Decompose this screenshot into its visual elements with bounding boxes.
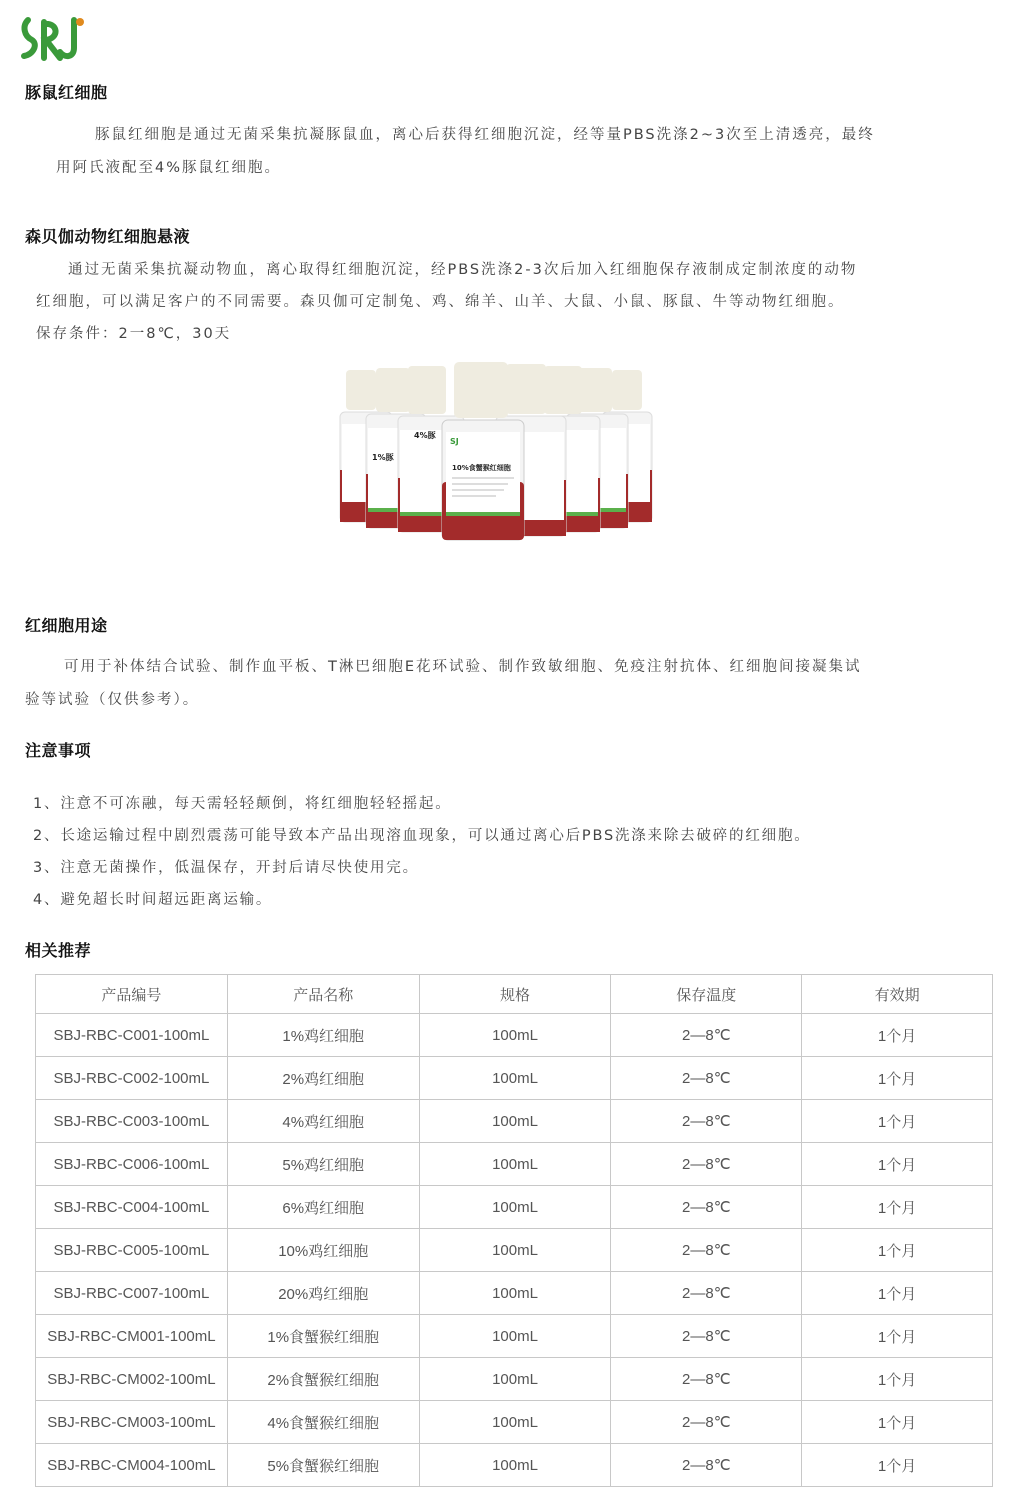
cell-product-name: 5%鸡红细胞 (227, 1143, 419, 1186)
column-header-validity: 有效期 (802, 975, 993, 1014)
cell-product-name: 1%食蟹猴红细胞 (227, 1315, 419, 1358)
table-row (36, 1186, 993, 1229)
cell-product-code: SBJ-RBC-C002-100mL (36, 1057, 228, 1100)
cell-spec: 100mL (419, 1186, 611, 1229)
cell-spec: 100mL (419, 1444, 611, 1487)
cell-storage-temp: 2—8℃ (611, 1014, 802, 1057)
cell-spec: 100mL (419, 1315, 611, 1358)
cell-product-name: 10%鸡红细胞 (227, 1229, 419, 1272)
table-row (36, 1444, 993, 1487)
paragraph-line: 红细胞，可以满足客户的不同需要。森贝伽可定制兔、鸡、绵羊、山羊、大鼠、小鼠、豚鼠、牛等动物红细胞。 (36, 294, 845, 310)
bottle-front-label: 10%食蟹猴红细胞 (452, 464, 511, 472)
cell-product-code: SBJ-RBC-C004-100mL (36, 1186, 228, 1229)
section-title-rbc-uses: 红细胞用途 (25, 616, 108, 635)
list-item: 1、注意不可冻融，每天需轻轻颠倒，将红细胞轻轻摇起。 (33, 796, 452, 812)
table-row (36, 1014, 993, 1057)
cell-validity: 1个月 (802, 1014, 993, 1057)
cell-validity: 1个月 (802, 1358, 993, 1401)
cell-storage-temp: 2—8℃ (611, 1100, 802, 1143)
cell-validity: 1个月 (802, 1100, 993, 1143)
table-row (36, 1401, 993, 1444)
cell-storage-temp: 2—8℃ (611, 1057, 802, 1100)
table-row (36, 1315, 993, 1358)
cell-product-code: SBJ-RBC-CM002-100mL (36, 1358, 228, 1401)
column-header-spec: 规格 (419, 975, 611, 1014)
cell-product-code: SBJ-RBC-CM001-100mL (36, 1315, 228, 1358)
product-bottles-image (336, 362, 654, 542)
table-row (36, 1272, 993, 1315)
column-header-product-code: 产品编号 (36, 975, 228, 1014)
cell-spec: 100mL (419, 1057, 611, 1100)
cell-validity: 1个月 (802, 1229, 993, 1272)
cell-spec: 100mL (419, 1100, 611, 1143)
cell-product-name: 20%鸡红细胞 (227, 1272, 419, 1315)
cell-product-name: 2%鸡红细胞 (227, 1057, 419, 1100)
table-row (36, 1057, 993, 1100)
cell-product-name: 4%鸡红细胞 (227, 1100, 419, 1143)
table-row (36, 1229, 993, 1272)
table-row (36, 1143, 993, 1186)
cell-product-code: SBJ-RBC-C003-100mL (36, 1100, 228, 1143)
column-header-product-name: 产品名称 (227, 975, 419, 1014)
section-title-precautions: 注意事项 (25, 741, 92, 760)
paragraph-line: 通过无菌采集抗凝动物血，离心取得红细胞沉淀，经PBS洗涤2-3次后加入红细胞保存液制成定制浓度的动物 (68, 262, 858, 278)
cell-validity: 1个月 (802, 1444, 993, 1487)
cell-product-name: 6%鸡红细胞 (227, 1186, 419, 1229)
section-title-guinea-pig-rbc: 豚鼠红细胞 (25, 83, 108, 102)
cell-storage-temp: 2—8℃ (611, 1143, 802, 1186)
cell-spec: 100mL (419, 1014, 611, 1057)
paragraph-line: 豚鼠红细胞是通过无菌采集抗凝豚鼠血，离心后获得红细胞沉淀，经等量PBS洗涤2~3次至上清透亮，最终 (95, 127, 875, 143)
svg-text:SJ: SJ (450, 437, 459, 446)
bottle-label: 4%豚 (414, 431, 436, 440)
cell-spec: 100mL (419, 1401, 611, 1444)
cell-product-code: SBJ-RBC-C005-100mL (36, 1229, 228, 1272)
related-products-table (35, 974, 993, 1487)
cell-product-code: SBJ-RBC-C006-100mL (36, 1143, 228, 1186)
table-header-row (36, 975, 993, 1014)
section-title-animal-rbc-suspension: 森贝伽动物红细胞悬液 (25, 227, 191, 246)
bottle-label: 1%豚 (372, 453, 394, 462)
cell-storage-temp: 2—8℃ (611, 1401, 802, 1444)
cell-storage-temp: 2—8℃ (611, 1315, 802, 1358)
section-title-related-recommendations: 相关推荐 (25, 941, 92, 960)
cell-validity: 1个月 (802, 1272, 993, 1315)
column-header-storage-temp: 保存温度 (611, 975, 802, 1014)
table-row (36, 1100, 993, 1143)
cell-validity: 1个月 (802, 1401, 993, 1444)
cell-validity: 1个月 (802, 1057, 993, 1100)
list-item: 4、避免超长时间超远距离运输。 (33, 892, 273, 908)
cell-validity: 1个月 (802, 1186, 993, 1229)
storage-conditions: 保存条件：2一8℃，30天 (36, 326, 232, 342)
paragraph-line: 用阿氏液配至4%豚鼠红细胞。 (56, 160, 282, 176)
cell-spec: 100mL (419, 1358, 611, 1401)
paragraph-line: 可用于补体结合试验、制作血平板、T淋巴细胞E花环试验、制作致敏细胞、免疫注射抗体、红细胞间接凝集试 (64, 659, 862, 675)
cell-product-name: 2%食蟹猴红细胞 (227, 1358, 419, 1401)
table-row (36, 1358, 993, 1401)
cell-product-code: SBJ-RBC-C007-100mL (36, 1272, 228, 1315)
cell-spec: 100mL (419, 1143, 611, 1186)
cell-product-code: SBJ-RBC-C001-100mL (36, 1014, 228, 1057)
cell-validity: 1个月 (802, 1315, 993, 1358)
cell-product-name: 4%食蟹猴红细胞 (227, 1401, 419, 1444)
cell-product-name: 1%鸡红细胞 (227, 1014, 419, 1057)
cell-storage-temp: 2—8℃ (611, 1229, 802, 1272)
cell-validity: 1个月 (802, 1143, 993, 1186)
cell-storage-temp: 2—8℃ (611, 1358, 802, 1401)
cell-product-code: SBJ-RBC-CM003-100mL (36, 1401, 228, 1444)
cell-storage-temp: 2—8℃ (611, 1272, 802, 1315)
brand-logo (20, 14, 90, 62)
list-item: 2、长途运输过程中剧烈震荡可能导致本产品出现溶血现象，可以通过离心后PBS洗涤来除去破碎的红细胞。 (33, 828, 811, 844)
cell-storage-temp: 2—8℃ (611, 1186, 802, 1229)
paragraph-line: 验等试验（仅供参考）。 (25, 692, 200, 708)
cell-spec: 100mL (419, 1272, 611, 1315)
list-item: 3、注意无菌操作，低温保存，开封后请尽快使用完。 (33, 860, 419, 876)
cell-spec: 100mL (419, 1229, 611, 1272)
cell-storage-temp: 2—8℃ (611, 1444, 802, 1487)
cell-product-code: SBJ-RBC-CM004-100mL (36, 1444, 228, 1487)
cell-product-name: 5%食蟹猴红细胞 (227, 1444, 419, 1487)
